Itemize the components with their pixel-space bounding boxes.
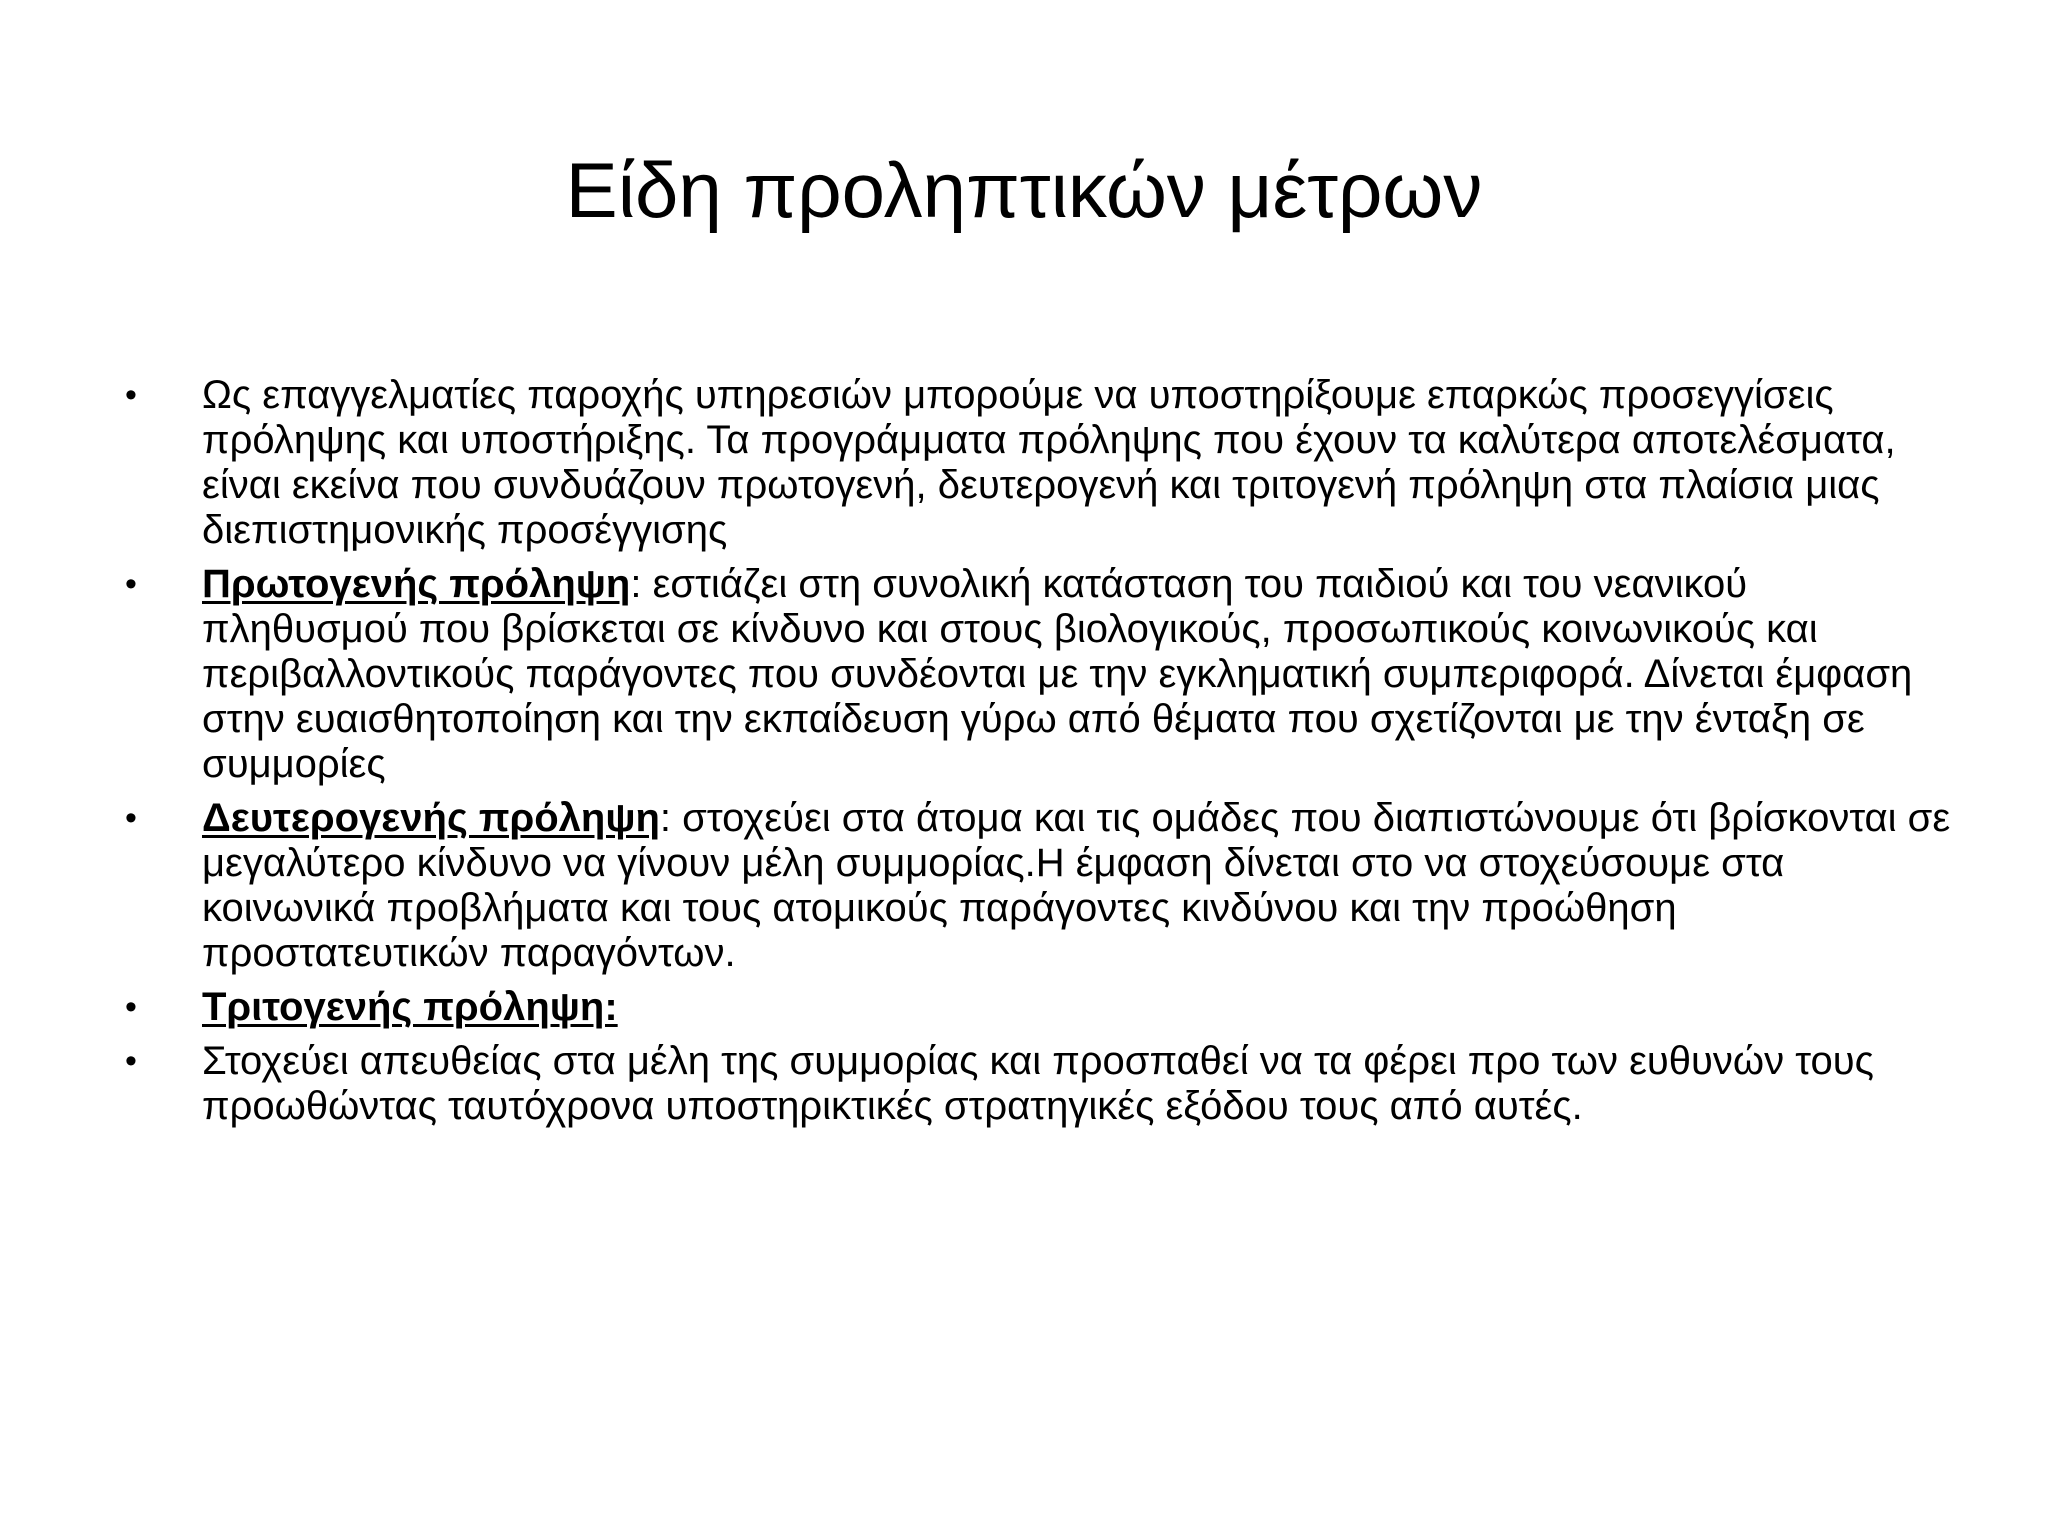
bullet-icon: • [125,799,137,837]
slide-title: Είδη προληπτικών μέτρων [565,146,1483,234]
bullet-list [125,373,1955,1138]
bullet-text: : εστιάζει στη συνολική κατάσταση του παιδιού και του νεανικού πληθυσμού που βρίσκεται σε κίνδυνο και στους βιολογικούς, προσωπικούς κοινωνικούς και περιβαλλοντικούς παράγοντες που συνδέονται με την εγκληματική συμπεριφορά. Δίνεται έμφαση στην ευαισθητοποίηση και την εκπαίδευση γύρω από θέματα που σχετίζονται με την ένταξη σε συμμορίες [202,562,1913,786]
bullet-text: : στοχεύει στα άτομα και τις ομάδες που διαπιστώνουμε ότι βρίσκονται σε μεγαλύτερο κίνδυνο να γίνουν μέλη συμμορίας.Η έμφαση δίνεται στο να στοχεύσουμε στα κοινωνικά προβλήματα και τους ατομικούς παράγοντες κινδύνου και την προώθηση προστατευτικών παραγόντων. [202,796,1951,975]
bullet-item-primary-prevention [125,562,1955,787]
bullet-icon: • [125,376,137,414]
bullet-item-tertiary-prevention [125,985,1955,1030]
bullet-icon: • [125,988,137,1026]
bullet-item-intro [125,373,1955,553]
bullet-text: Ως επαγγελματίες παροχής υπηρεσιών μπορούμε να υποστηρίξουμε επαρκώς προσεγγίσεις πρόληψης και υποστήριξης. Τα προγράμματα πρόληψης που έχουν τα καλύτερα αποτελέσματα, είναι εκείνα που συνδυάζουν πρωτογενή, δευτερογενή και τριτογενή πρόληψη στα πλαίσια μιας διεπιστημονικής προσέγγισης [202,373,1896,552]
bullet-icon: • [125,1042,137,1080]
bullet-text: Στοχεύει απευθείας στα μέλη της συμμορίας και προσπαθεί να τα φέρει προ των ευθυνών τους προωθώντας ταυτόχρονα υποστηρικτικές στρατηγικές εξόδου τους από αυτές. [202,1039,1874,1128]
bullet-item-tertiary-description [125,1039,1955,1129]
bullet-item-secondary-prevention [125,796,1955,976]
bullet-icon: • [125,565,137,603]
term-secondary-prevention: Δευτερογενής πρόληψη [202,796,660,840]
term-tertiary-prevention: Τριτογενής πρόληψη: [202,985,618,1029]
term-primary-prevention: Πρωτογενής πρόληψη [202,562,631,606]
